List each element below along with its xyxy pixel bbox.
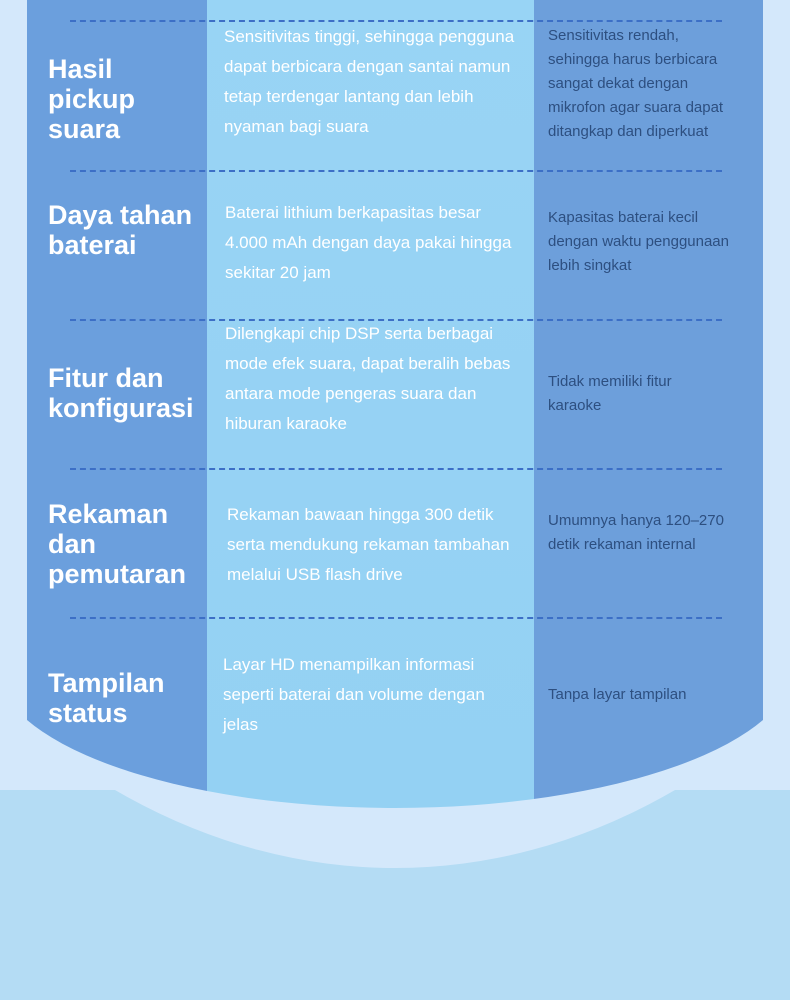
competitor-value-battery: Kapasitas baterai kecil dengan waktu penggunaan lebih singkat — [548, 209, 729, 274]
row-label-recording: Rekaman dan pemutaran — [48, 499, 187, 589]
row-label-features: Fitur dan konfigurasi — [48, 363, 194, 423]
product-value-recording: Rekaman bawaan hingga 300 detik serta mendukung rekaman tambahan melalui USB flash drive — [227, 505, 510, 584]
competitor-value-display: Tanpa layar tampilan — [548, 686, 687, 703]
product-value-pickup: Sensitivitas tinggi, sehingga pengguna dapat berbicara dengan santai namun tetap terdengar lantang dan lebih nyaman bagi suara — [224, 27, 515, 136]
competitor-value-recording: Umumnya hanya 120–270 detik rekaman internal — [548, 512, 724, 553]
competitor-value-pickup: Sensitivitas rendah, sehingga harus berbicara sangat dekat dengan mikrofon agar suara dapat ditangkap dan diperkuat — [548, 27, 724, 140]
row-divider — [70, 617, 722, 619]
product-value-features: Dilengkapi chip DSP serta berbagai mode efek suara, dapat beralih bebas antara mode pengeras suara dan hiburan karaoke — [225, 324, 511, 433]
row-label-display: Tampilan status — [48, 668, 165, 728]
product-value-battery: Baterai lithium berkapasitas besar 4.000 mAh dengan daya pakai hingga sekitar 20 jam — [225, 203, 512, 282]
row-divider — [70, 468, 722, 470]
product-value-display: Layar HD menampilkan informasi seperti baterai dan volume dengan jelas — [223, 655, 485, 734]
row-label-pickup: Hasil pickup suara — [48, 54, 136, 144]
competitor-value-features: Tidak memiliki fitur karaoke — [548, 373, 672, 414]
row-label-battery: Daya tahan baterai — [48, 200, 193, 260]
row-divider — [70, 170, 722, 172]
